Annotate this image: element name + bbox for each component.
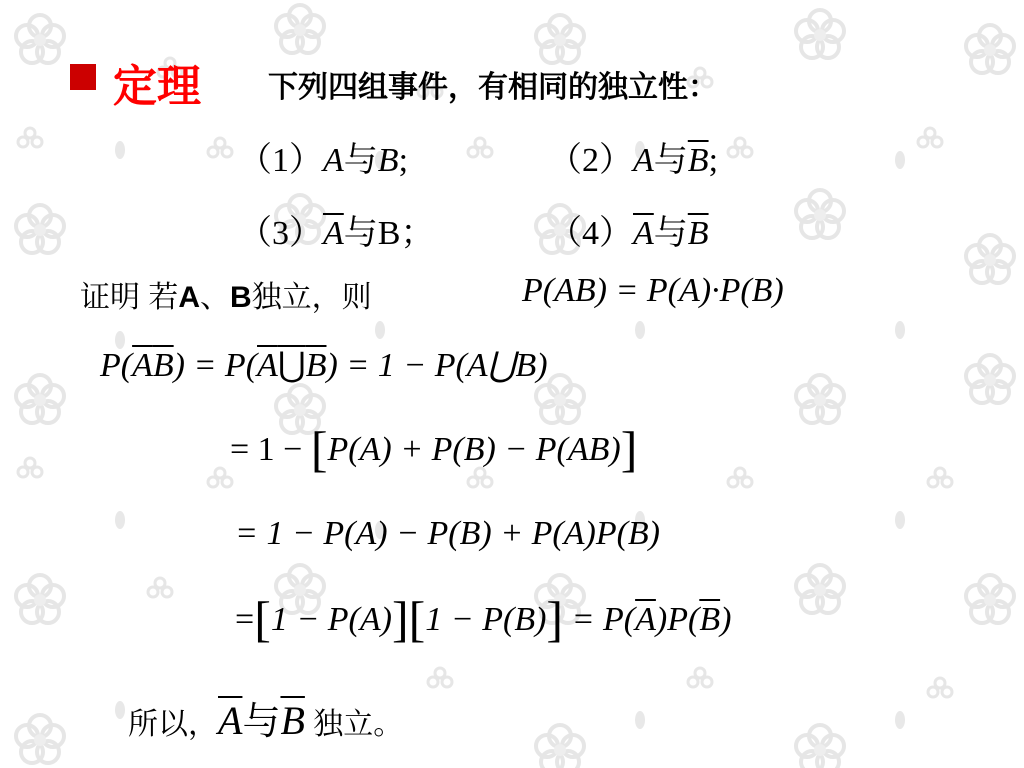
case-end: ;	[398, 142, 409, 179]
case-1	[238, 132, 408, 181]
case-conj: 与	[343, 142, 378, 179]
a-bar: $\overline{A}$	[635, 601, 656, 638]
independence-equation: P(AB) = P(A)·P(B)	[522, 272, 784, 309]
slide-title: 定理	[113, 62, 201, 111]
event-b-complement: $\overline{B}$	[687, 215, 709, 252]
proof-label: 证明 若	[80, 281, 179, 314]
equation-line-2	[230, 420, 637, 478]
conclusion-prefix: 所以，	[128, 708, 218, 741]
line-2-prefix: = 1 −	[230, 431, 311, 468]
event-a-complement: $\overline{A}$	[633, 215, 654, 252]
event-b-complement: $\overline{B}$	[687, 142, 709, 179]
line-1-rest: = 1 − P(A⋃B)	[337, 347, 548, 384]
event-b: B	[377, 215, 401, 252]
equation-line-4: $=[1 - P(A)][1 - P(B)] = P(\overline{A})P(\overline{B})$	[235, 591, 732, 647]
proof-intro	[80, 272, 372, 316]
event-a: A	[323, 142, 344, 179]
separator: 、	[200, 281, 231, 314]
conclusion	[128, 690, 403, 745]
case-number: （1）	[238, 142, 323, 179]
case-end: ；	[400, 215, 435, 252]
case-conj: 与	[653, 142, 688, 179]
case-conj: 与	[653, 215, 688, 252]
union-complement: A⋃B	[257, 347, 327, 384]
open-bracket: [	[310, 421, 328, 477]
close-bracket: ]	[620, 421, 638, 477]
line-2-body: P(A) + P(B) − P(AB)	[327, 431, 621, 468]
conclusion-suffix: 独立。	[304, 708, 404, 741]
case-number: （3）	[238, 215, 323, 252]
b-bar: $\overline{B}$	[152, 347, 174, 384]
theorem-statement: 下列四组事件，有相同的独立性：	[268, 71, 718, 104]
case-conj: 与	[343, 215, 378, 252]
b-bar: $\overline{B}$	[280, 698, 305, 743]
equation-line-3: = 1 − P(A) − P(B) + P(A)P(B)	[235, 515, 660, 552]
case-end: ;	[708, 142, 719, 179]
event-b: B	[377, 142, 399, 179]
a-bar: $\overline{A}$	[132, 347, 153, 384]
equals-p: = P(	[184, 347, 258, 384]
b-bar: $\overline{B}$	[699, 601, 721, 638]
event-a: A	[178, 281, 201, 314]
event-b: B	[230, 281, 252, 314]
case-4	[548, 205, 709, 254]
lhs-close: )	[173, 347, 185, 384]
proof-tail: 独立，则	[251, 281, 372, 314]
equation-line-1	[100, 345, 548, 385]
event-a: A	[633, 142, 654, 179]
case-3	[238, 205, 434, 254]
line-4-prefix: =	[235, 601, 255, 638]
case-number: （2）	[548, 142, 633, 179]
event-a-complement: $\overline{A}$	[323, 215, 344, 252]
lhs-open: P(	[100, 347, 133, 384]
conclusion-conj: 与	[242, 701, 281, 743]
square-bullet-icon	[70, 64, 96, 90]
case-number: （4）	[548, 215, 633, 252]
case-2	[548, 132, 718, 181]
a-bar: $\overline{A}$	[218, 698, 243, 743]
union-close: )	[326, 347, 338, 384]
